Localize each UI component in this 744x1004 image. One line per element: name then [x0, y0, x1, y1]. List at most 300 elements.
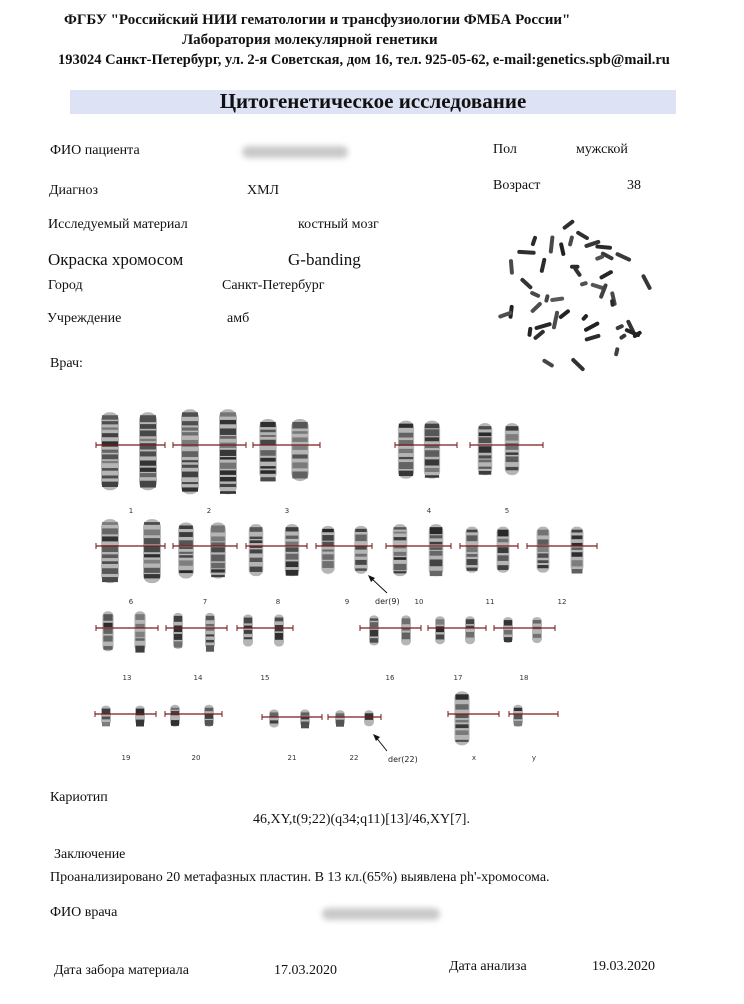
chromosome-band — [102, 554, 118, 558]
chromosome-band — [250, 567, 263, 572]
chromosome-band — [171, 720, 179, 726]
chromosome-band — [244, 637, 252, 639]
chromosome-band — [322, 554, 333, 560]
chromosome-band — [220, 420, 236, 424]
chromosome-band — [538, 546, 549, 552]
page-title: Цитогенетическое исследование — [219, 89, 527, 113]
chromosome-band — [430, 571, 443, 576]
metaphase-chromosome — [595, 244, 612, 249]
chromosome-band — [182, 451, 198, 457]
chromosome-band — [286, 554, 299, 560]
chromosome-band — [322, 529, 333, 532]
chromosome-band — [182, 487, 198, 491]
chromosome-band — [355, 568, 366, 570]
chromosome-band — [322, 561, 333, 568]
chromosome-band — [430, 547, 443, 549]
der9-annotation — [368, 575, 400, 606]
metaphase-chromosome — [583, 321, 600, 333]
chromosome-band — [102, 433, 118, 437]
chromosome-label-20: 20 — [191, 754, 201, 762]
chromosome-label-y: y — [531, 754, 537, 762]
chromosome-band — [250, 558, 263, 562]
chromosome-band — [355, 560, 366, 565]
sex-value: мужской — [576, 142, 628, 157]
chromosome-band — [466, 619, 474, 624]
chromosome-band — [479, 446, 492, 453]
chromosome-band — [370, 618, 378, 620]
chromosome-band — [466, 632, 474, 638]
chromosome-band — [394, 557, 407, 560]
chromosome-label-22: 22 — [349, 754, 359, 762]
chromosome-band — [394, 537, 407, 540]
chromosome-band — [140, 451, 156, 456]
chromosome-band — [399, 457, 413, 459]
chromosome-band — [102, 450, 118, 453]
chromosome-label-8: 8 — [275, 598, 281, 606]
metaphase-chromosome — [558, 309, 571, 320]
chromosome-band — [135, 638, 144, 640]
chromosome-band — [394, 571, 407, 573]
chromosome-band — [292, 462, 307, 468]
metaphase-chromosome — [517, 250, 536, 255]
chromosome-band — [250, 537, 263, 539]
metaphase-chromosome — [530, 235, 537, 246]
chromosome-band — [402, 633, 410, 640]
chromosome-band — [140, 473, 156, 477]
chromosome-band — [425, 429, 439, 436]
chromosome-label-15: 15 — [260, 674, 270, 682]
chromosome-band — [179, 547, 193, 549]
chromosome-band — [538, 539, 549, 544]
chromosome-band — [103, 629, 112, 634]
chromosome-band — [102, 475, 118, 478]
metaphase-chromosome — [559, 242, 566, 256]
chromosome-band — [292, 446, 307, 450]
chromosome-band — [355, 554, 366, 557]
chromosome-band — [250, 549, 263, 553]
karyotype-label: Кариотип — [50, 790, 108, 805]
chromosome-band — [538, 560, 549, 563]
chromosome-band — [182, 472, 198, 478]
metaphase-chromosome — [533, 329, 546, 341]
chromosome-band — [220, 412, 236, 416]
chromosome-band — [275, 618, 283, 622]
chromosome-band — [425, 424, 439, 429]
chromosome-band — [102, 415, 118, 419]
chromosome-band — [538, 565, 549, 568]
chromosome-band — [260, 422, 275, 427]
chromosome-band — [498, 539, 509, 543]
chromosome-band — [455, 714, 468, 718]
chromosome-band — [467, 554, 478, 557]
chromosome-band — [211, 525, 225, 532]
chromosome-band — [220, 450, 236, 456]
age-value: 38 — [627, 178, 641, 193]
metaphase-chromosome — [550, 296, 564, 302]
chromosome-band — [430, 551, 443, 556]
institution-label: Учреждение — [47, 311, 122, 326]
chromosome-band — [498, 555, 509, 561]
analysis-date-value: 19.03.2020 — [592, 959, 655, 974]
chromosome-band — [140, 424, 156, 429]
doctor-name-label: ФИО врача — [50, 905, 118, 920]
chromosome-band — [260, 470, 275, 474]
chromosome-band — [572, 535, 583, 539]
city-value: Санкт-Петербург — [222, 278, 325, 293]
chromosome-label-11: 11 — [485, 598, 495, 606]
chromosome-band — [103, 614, 112, 621]
chromosome-band — [102, 461, 118, 463]
chromosome-band — [479, 426, 492, 429]
chromosome-band — [436, 619, 444, 624]
chromosome-label-7: 7 — [202, 598, 208, 606]
chromosome-band — [430, 542, 443, 545]
chromosome-label-21: 21 — [287, 754, 297, 762]
chromosome-band — [260, 466, 275, 468]
chromosome — [269, 709, 279, 727]
chromosome-band — [425, 468, 439, 472]
chromosome-band — [206, 634, 214, 636]
chromosome-band — [436, 635, 444, 640]
chromosome-band — [292, 431, 307, 434]
chromosome-label-14: 14 — [193, 674, 203, 682]
chromosome-band — [206, 645, 214, 652]
chromosome-band — [455, 704, 468, 709]
chromosome-band — [182, 465, 198, 468]
chromosome-band — [102, 722, 110, 726]
chromosome-band — [572, 569, 583, 574]
chromosome-band — [286, 542, 299, 546]
doctor-name-redacted — [322, 908, 440, 920]
chromosome-band — [394, 532, 407, 534]
chromosome-band — [220, 457, 236, 459]
chromosome — [139, 412, 157, 490]
conclusion-text: Проанализировано 20 метафазных пластин. В 13 кл.(65%) выявлена ph'-хромосома. — [50, 870, 550, 885]
chromosome-band — [140, 481, 156, 488]
metaphase-chromosome — [520, 277, 534, 290]
chromosome-label-x: x — [471, 754, 477, 762]
chromosome-band — [174, 634, 182, 640]
chromosome-band — [220, 463, 236, 469]
chromosome-band — [144, 522, 160, 525]
der9-label: der(9) — [375, 597, 400, 606]
chromosome-band — [102, 709, 110, 714]
chromosome-band — [506, 452, 519, 454]
metaphase-chromosome — [615, 324, 624, 331]
metaphase-image — [496, 216, 656, 376]
karyotype-value: 46,XY,t(9;22)(q34;q11)[13]/46,XY[7]. — [253, 812, 470, 827]
sex-label: Пол — [493, 142, 517, 157]
analysis-date-label: Дата анализа — [449, 959, 527, 974]
chromosome-band — [179, 560, 193, 565]
chromosome-band — [286, 561, 299, 567]
chromosome-band — [144, 574, 160, 578]
metaphase-chromosome — [581, 313, 589, 321]
metaphase-chromosome — [570, 265, 579, 269]
chromosome-band — [498, 530, 509, 537]
diagnosis-label: Диагноз — [49, 183, 99, 198]
chromosome-band — [220, 477, 236, 481]
chromosome-band — [467, 535, 478, 541]
chromosome-band — [179, 570, 193, 573]
chromosome-band — [179, 552, 193, 554]
chromosome-band — [220, 428, 236, 434]
chromosome-band — [399, 462, 413, 469]
chromosome-band — [436, 626, 444, 632]
chromosome-band — [135, 632, 144, 638]
chromosome-band — [144, 538, 160, 544]
chromosome-band — [206, 624, 214, 626]
chromosome-band — [455, 720, 468, 723]
chromosome-band — [174, 616, 182, 622]
chromosome-band — [533, 634, 541, 638]
chromosome-band — [182, 440, 198, 447]
chromosome-band — [301, 712, 309, 715]
chromosome-band — [206, 640, 214, 643]
chromosome-band — [211, 569, 225, 572]
chromosome-band — [140, 439, 156, 441]
chromosome-band — [506, 426, 519, 430]
conclusion-label: Заключение — [54, 847, 126, 862]
chromosome-band — [270, 720, 278, 723]
chromosome-band — [144, 560, 160, 564]
staining-label: Окраска хромосом — [48, 250, 184, 269]
chromosome-band — [506, 467, 519, 470]
chromosome-band — [399, 424, 413, 428]
chromosome-band — [533, 620, 541, 623]
chromosome-band — [182, 421, 198, 425]
chromosome-band — [135, 624, 144, 628]
chromosome-band — [182, 427, 198, 430]
metaphase-chromosome — [562, 219, 575, 231]
chromosome-band — [394, 527, 407, 529]
chromosome — [178, 522, 194, 578]
chromosome-band — [250, 540, 263, 543]
chromosome-band — [244, 630, 252, 634]
sample-date-value: 17.03.2020 — [274, 963, 337, 978]
chromosome-band — [220, 470, 236, 474]
chromosome-band — [179, 540, 193, 545]
metaphase-chromosome — [530, 290, 541, 298]
chromosome-band — [479, 455, 492, 458]
chromosome-label-12: 12 — [557, 598, 567, 606]
chromosome-band — [144, 554, 160, 557]
patient-name-redacted — [242, 146, 348, 158]
chromosome-band — [220, 484, 236, 487]
metaphase-chromosome — [549, 235, 555, 253]
metaphase-chromosome — [552, 310, 560, 329]
chromosome-band — [286, 570, 299, 576]
doctor-label: Врач: — [50, 356, 83, 371]
chromosome-band — [182, 432, 198, 435]
karyogram-image — [0, 390, 744, 770]
chromosome-band — [102, 427, 118, 429]
der22-label: der(22) — [388, 755, 418, 764]
chromosome-band — [425, 450, 439, 457]
chromosome-band — [260, 477, 275, 481]
chromosome-band — [394, 552, 407, 556]
chromosome-band — [171, 708, 179, 710]
chromosome-label-17: 17 — [453, 674, 463, 682]
chromosome-band — [211, 547, 225, 552]
chromosome-band — [514, 708, 522, 711]
chromosome-band — [455, 724, 468, 728]
chromosome-band — [370, 622, 378, 627]
chromosome-band — [498, 565, 509, 570]
chromosome-band — [467, 568, 478, 571]
material-value: костный мозг — [298, 217, 379, 232]
chromosome-band — [370, 638, 378, 643]
chromosome-band — [140, 460, 156, 465]
lab-address: 193024 Санкт-Петербург, ул. 2-я Советская, дом 16, тел. 925-05-62, e-mail:genetics.spb@mail.ru — [58, 52, 670, 68]
chromosome-band — [102, 441, 118, 446]
chromosome-band — [260, 458, 275, 462]
chromosome-band — [206, 616, 214, 620]
chromosome-band — [179, 555, 193, 557]
metaphase-chromosome — [580, 281, 589, 287]
metaphase-chromosome — [615, 252, 632, 263]
chromosome-band — [292, 454, 307, 458]
metaphase-chromosome — [530, 301, 543, 314]
chromosome-band — [467, 530, 478, 533]
chromosome-band — [572, 552, 583, 557]
chromosome-band — [182, 412, 198, 416]
chromosome-band — [174, 625, 182, 632]
chromosome-label-19: 19 — [121, 754, 131, 762]
chromosome-band — [479, 437, 492, 443]
metaphase-chromosome — [641, 274, 652, 291]
diagnosis-value: ХМЛ — [247, 183, 280, 198]
chromosome-band — [455, 694, 468, 699]
chromosome-band — [504, 637, 512, 642]
chromosome-band — [103, 646, 112, 650]
chromosome-band — [322, 549, 333, 551]
metaphase-chromosome — [614, 347, 620, 357]
chromosome-band — [425, 437, 439, 441]
chromosome-label-16: 16 — [385, 674, 395, 682]
chromosome-band — [260, 450, 275, 456]
chromosome-band — [211, 563, 225, 568]
chromosome-band — [355, 529, 366, 532]
chromosome-band — [455, 730, 468, 735]
material-label: Исследуемый материал — [48, 217, 188, 232]
chromosome-band — [220, 436, 236, 439]
chromosome-band — [455, 740, 468, 742]
chromosome-band — [506, 443, 519, 450]
der22-annotation — [373, 734, 418, 764]
chromosome-label-1: 1 — [128, 507, 134, 515]
chromosome-band — [504, 620, 512, 625]
chromosome-band — [135, 646, 144, 653]
chromosome-band — [538, 553, 549, 557]
chromosome-label-6: 6 — [128, 598, 134, 606]
chromosome-band — [102, 577, 118, 582]
chromosome-band — [144, 568, 160, 573]
chromosome-band — [292, 422, 307, 429]
chromosome-band — [136, 720, 144, 727]
chromosome-band — [399, 471, 413, 476]
chromosome-band — [479, 467, 492, 469]
metaphase-chromosome — [539, 257, 546, 273]
patient-name-label: ФИО пациента — [50, 143, 140, 158]
chromosome-band — [140, 415, 156, 422]
chromosome-band — [174, 641, 182, 647]
chromosome-band — [336, 720, 344, 727]
metaphase-chromosome — [534, 322, 552, 331]
chromosome-band — [572, 530, 583, 533]
chromosome-band — [286, 527, 299, 531]
sample-date-label: Дата забора материала — [54, 963, 189, 978]
chromosome-label-13: 13 — [122, 674, 132, 682]
chromosome-label-5: 5 — [504, 507, 510, 515]
chromosome-band — [211, 555, 225, 562]
chromosome-band — [211, 536, 225, 541]
chromosome-band — [572, 547, 583, 549]
chromosome-label-9: 9 — [344, 598, 350, 606]
chromosome-band — [514, 721, 522, 726]
lab-name: Лаборатория молекулярной генетики — [182, 32, 438, 48]
chromosome-band — [498, 547, 509, 553]
chromosome-band — [572, 560, 583, 566]
chromosome-band — [322, 535, 333, 541]
chromosome — [354, 526, 367, 574]
chromosome-band — [140, 468, 156, 472]
chromosome-band — [211, 575, 225, 577]
chromosome-band — [102, 468, 118, 471]
chromosome-band — [430, 527, 443, 534]
chromosome-band — [102, 716, 110, 719]
chromosome-band — [506, 434, 519, 440]
chromosome-band — [538, 530, 549, 536]
chromosome-band — [182, 482, 198, 484]
chromosome-label-18: 18 — [519, 674, 529, 682]
chromosome-band — [301, 722, 309, 729]
chromosome-label-3: 3 — [284, 507, 290, 515]
chromosome-band — [205, 714, 213, 718]
chromosome-band — [102, 482, 118, 487]
chromosome-band — [514, 714, 522, 719]
chromosome-label-2: 2 — [206, 507, 212, 515]
chromosome-band — [144, 546, 160, 552]
chromosome-band — [102, 568, 118, 574]
chromosome-band — [370, 630, 378, 637]
metaphase-chromosome — [509, 259, 514, 275]
chromosome-band — [179, 525, 193, 529]
chromosome-band — [250, 527, 263, 532]
metaphase-chromosome — [575, 230, 589, 241]
metaphase-chromosome — [584, 333, 601, 341]
chromosome-band — [144, 530, 160, 536]
chromosome-band — [506, 456, 519, 462]
chromosome-band — [179, 532, 193, 537]
chromosome-band — [292, 437, 307, 441]
metaphase-chromosome — [599, 269, 614, 280]
chromosome-band — [102, 536, 118, 541]
chromosome-band — [355, 535, 366, 542]
chromosome-label-4: 4 — [426, 507, 432, 515]
metaphase-chromosome — [619, 333, 627, 340]
institution-value: амб — [227, 311, 250, 326]
chromosome-band — [402, 618, 410, 624]
chromosome-band — [205, 720, 213, 726]
chromosome-band — [286, 536, 299, 539]
chromosome-band — [182, 460, 198, 462]
chromosome-band — [220, 491, 236, 494]
metaphase-chromosome — [568, 235, 575, 247]
chromosome-band — [399, 433, 413, 438]
chromosome-band — [102, 561, 118, 564]
metaphase-chromosome — [595, 254, 605, 261]
